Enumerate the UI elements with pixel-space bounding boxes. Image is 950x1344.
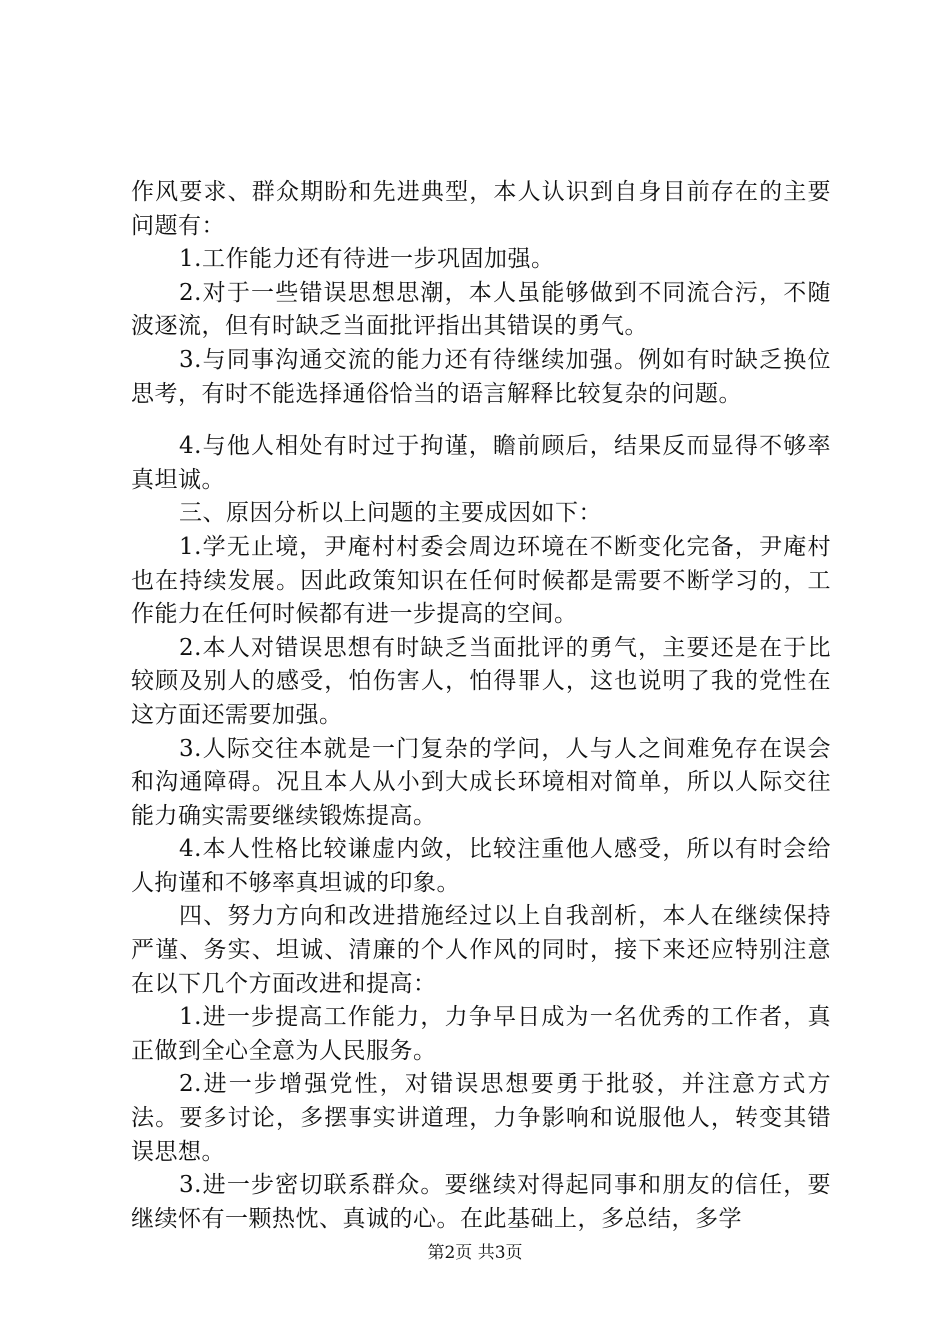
paragraph-cause-3: 3.人际交往本就是一门复杂的学问，人与人之间难免存在误会和沟通障碍。况且本人从小到大成长环境相对简单，所以人际交往能力确实需要继续锻炼提高。 <box>131 735 831 829</box>
paragraph-measure-1: 1.进一步提高工作能力，力争早日成为一名优秀的工作者，真正做到全心全意为人民服务。 <box>131 1004 831 1064</box>
paragraph-problem-4: 4.与他人相处有时过于拘谨，瞻前顾后，结果反而显得不够率真坦诚。 <box>131 433 831 493</box>
paragraph-problem-3: 3.与同事沟通交流的能力还有待继续加强。例如有时缺乏换位思考，有时不能选择通俗恰当的语言解释比较复杂的问题。 <box>131 346 831 407</box>
paragraph-problem-1: 1.工作能力还有待进一步巩固加强。 <box>179 246 555 273</box>
page-footer <box>0 1243 950 1263</box>
page-number: 第2页 共3页 <box>427 1243 523 1263</box>
paragraph-problem-2: 2.对于一些错误思想思潮，本人虽能够做到不同流合污，不随波逐流，但有时缺乏当面批评指出其错误的勇气。 <box>131 279 831 340</box>
paragraph-continuation: 作风要求、群众期盼和先进典型，本人认识到自身目前存在的主要问题有： <box>131 179 831 239</box>
paragraph-measure-3: 3.进一步密切联系群众。要继续对得起同事和朋友的信任，要继续怀有一颗热忱、真诚的心。在此基础上，多总结，多学 <box>131 1172 831 1232</box>
paragraph-spacer <box>131 411 831 430</box>
document-body <box>131 176 831 1236</box>
paragraph-cause-4: 4.本人性格比较谦虚内敛，比较注重他人感受，所以有时会给人拘谨和不够率真坦诚的印象。 <box>131 836 831 896</box>
section-heading-cause-analysis: 三、原因分析以上问题的主要成因如下： <box>179 500 602 527</box>
paragraph-cause-1: 1.学无止境，尹庵村村委会周边环境在不断变化完备，尹庵村也在持续发展。因此政策知识在任何时候都是需要不断学习的，工作能力在任何时候都有进一步提高的空间。 <box>131 533 831 628</box>
section-heading-improvement: 四、努力方向和改进措施经过以上自我剖析，本人在继续保持严谨、务实、坦诚、清廉的个人作风的同时，接下来还应特别注意在以下几个方面改进和提高： <box>131 903 831 997</box>
paragraph-cause-2: 2.本人对错误思想有时缺乏当面批评的勇气，主要还是在于比较顾及别人的感受，怕伤害人，怕得罪人，这也说明了我的党性在这方面还需要加强。 <box>131 634 831 728</box>
paragraph-measure-2: 2.进一步增强党性，对错误思想要勇于批驳，并注意方式方法。要多讨论，多摆事实讲道理，力争影响和说服他人，转变其错误思想。 <box>131 1071 831 1165</box>
